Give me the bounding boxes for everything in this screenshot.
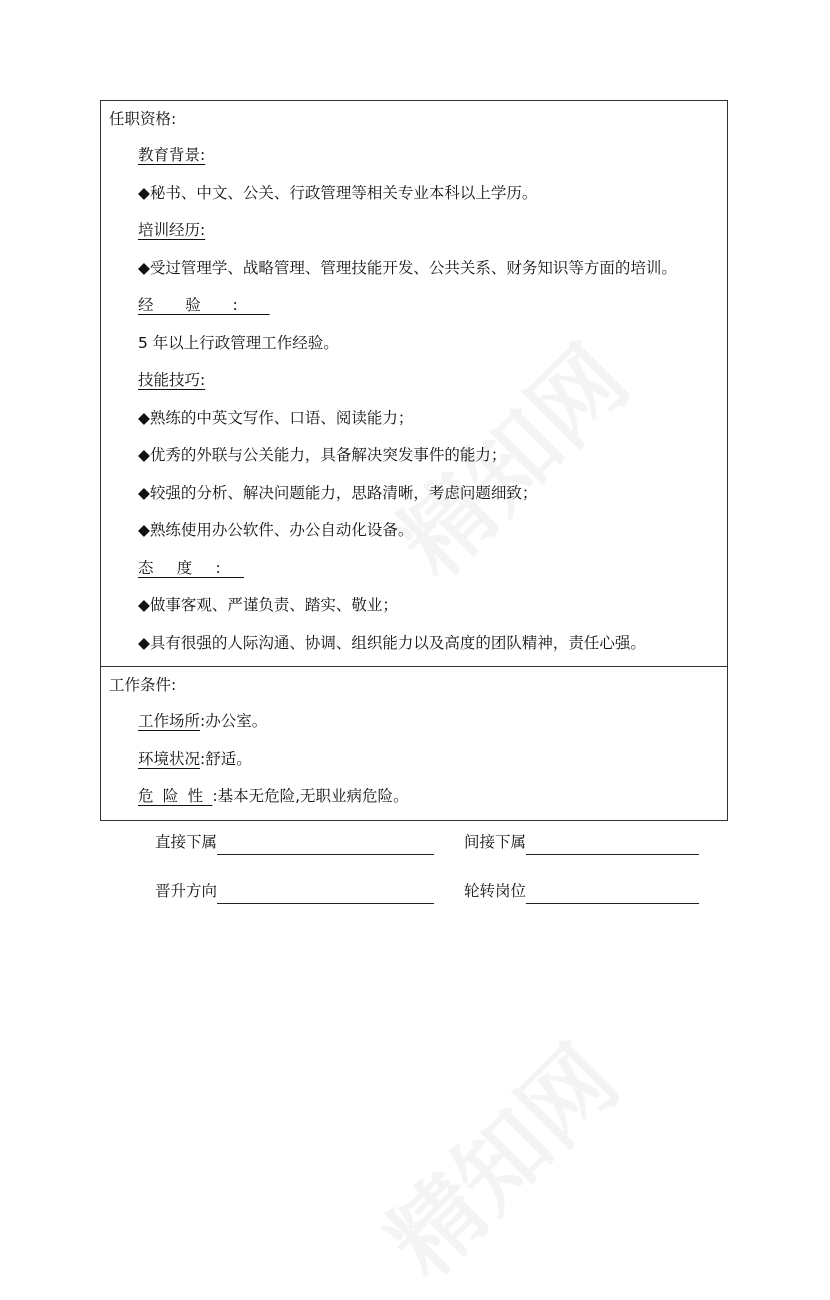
skills-label: 技能技巧: xyxy=(138,371,206,389)
education-heading xyxy=(101,137,727,175)
experience-heading xyxy=(101,287,727,325)
skills-item: ◆熟练的中英文写作、口语、阅读能力； xyxy=(138,408,414,427)
training-label: 培训经历: xyxy=(138,221,206,239)
risk-label: 危险性 xyxy=(138,787,213,805)
training-item: ◆受过管理学、战略管理、管理技能开发、公共关系、财务知识等方面的培训。 xyxy=(138,258,677,277)
promotion-direction-field[interactable] xyxy=(217,881,434,904)
qualifications-title: 任职资格: xyxy=(109,110,177,128)
workplace-label: 工作场所 xyxy=(138,712,201,730)
skills-heading xyxy=(101,362,727,400)
job-description-table xyxy=(100,100,728,821)
direct-subordinate-field[interactable] xyxy=(217,832,434,855)
environment-row xyxy=(101,741,727,779)
qualifications-section xyxy=(101,101,727,666)
rotation-position-label: 轮转岗位 xyxy=(464,882,527,900)
rotation-position-row xyxy=(464,878,699,904)
conditions-title: 工作条件: xyxy=(109,676,177,694)
watermark xyxy=(354,1012,643,1300)
environment-label: 环境状况 xyxy=(138,749,201,768)
workplace-row xyxy=(101,703,727,741)
environment-value: :舒适。 xyxy=(200,749,252,768)
direct-subordinate-row xyxy=(155,829,434,855)
training-heading xyxy=(101,212,727,250)
promotion-direction-row xyxy=(155,878,434,904)
attitude-item: ◆具有很强的人际沟通、协调、组织能力以及高度的团队精神，责任心强。 xyxy=(138,633,646,652)
workplace-value: :办公室。 xyxy=(200,712,268,730)
education-label: 教育背景: xyxy=(138,146,206,164)
skills-item: ◆优秀的外联与公关能力，具备解决突发事件的能力； xyxy=(138,446,507,464)
indirect-subordinate-label: 间接下属 xyxy=(464,833,527,851)
conditions-section xyxy=(101,666,727,820)
risk-row xyxy=(101,778,727,816)
education-item: ◆秘书、中文、公关、行政管理等相关专业本科以上学历。 xyxy=(138,183,538,202)
attitude-label: 态度: xyxy=(138,558,244,577)
risk-value: :基本无危险,无职业病危险。 xyxy=(212,787,409,805)
indirect-subordinate-field[interactable] xyxy=(526,832,699,855)
promotion-direction-label: 晋升方向 xyxy=(155,882,218,900)
skills-item: ◆熟练使用办公软件、办公自动化设备。 xyxy=(138,521,414,539)
attitude-heading xyxy=(101,550,727,588)
direct-subordinate-label: 直接下属 xyxy=(155,833,218,851)
indirect-subordinate-row xyxy=(464,829,699,855)
skills-item: ◆较强的分析、解决问题能力，思路清晰，考虑问题细致； xyxy=(138,483,538,502)
experience-item: 5 年以上行政管理工作经验。 xyxy=(138,333,339,352)
experience-label: 经验: xyxy=(138,296,270,314)
attitude-item: ◆做事客观、严谨负责、踏实、敬业； xyxy=(138,596,398,614)
rotation-position-field[interactable] xyxy=(526,881,699,904)
